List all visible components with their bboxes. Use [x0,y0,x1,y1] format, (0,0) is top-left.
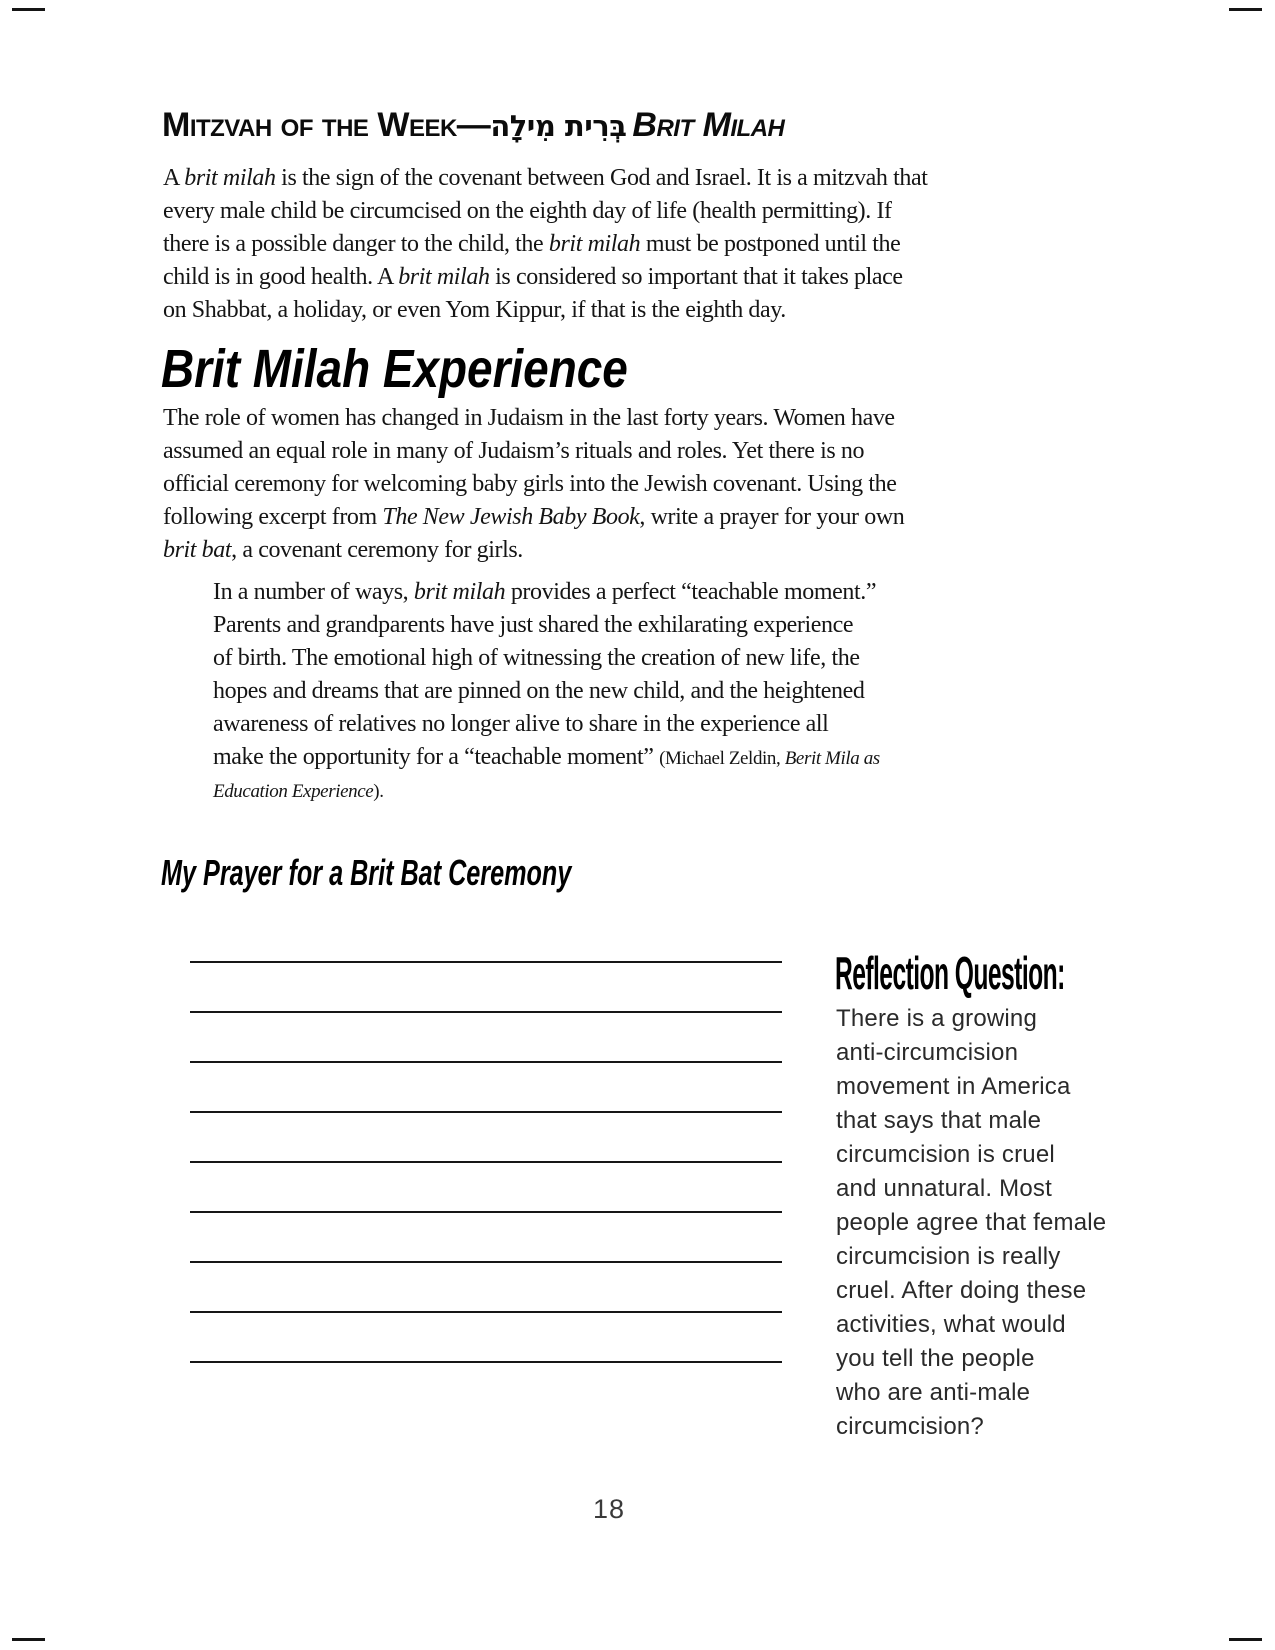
text-line: on Shabbat, a holiday, or even Yom Kippur, if that is the eighth day. [163,297,786,323]
text-line: activities, what would [836,1311,1066,1338]
writing-line [190,1163,782,1213]
text-line: who are anti-male [836,1379,1031,1406]
text-line: child is in good health. A brit milah is considered so important that it takes place [163,264,903,290]
crop-mark-bottom-left [12,1638,45,1641]
crop-mark-top-left [12,8,45,11]
page-number: 18 [592,1494,626,1524]
text-line: official ceremony for welcoming baby girls into the Jewish covenant. Using the [163,471,897,497]
text-line: brit bat, a covenant ceremony for girls. [163,537,523,563]
mitzvah-of-the-week-title [162,106,784,145]
reflection-question-heading: Reflection Question: [835,948,1065,1000]
writing-line [190,1213,782,1263]
brit-milah-experience-heading: Brit Milah Experience [161,339,628,399]
excerpt-quote-block [213,576,993,807]
writing-line [190,1113,782,1163]
text-line: circumcision? [836,1413,984,1440]
text-line: In a number of ways, brit milah provides a perfect “teachable moment.” [213,579,877,605]
prayer-writing-lines [190,913,782,1363]
experience-paragraph [163,402,1048,567]
text-line: make the opportunity for a “teachable moment” (Michael Zeldin, Berit Mila as [213,744,880,770]
writing-line [190,1063,782,1113]
text-line: anti-circumcision [836,1039,1019,1066]
crop-mark-bottom-right [1229,1638,1262,1641]
text-line: there is a possible danger to the child, the brit milah must be postponed until the [163,231,901,257]
text-line: circumcision is cruel [836,1141,1055,1168]
text-line: circumcision is really [836,1243,1061,1270]
crop-mark-top-right [1229,8,1262,11]
writing-line [190,1013,782,1063]
text-line: of birth. The emotional high of witnessing the creation of new life, the [213,645,860,671]
intro-paragraph [163,162,1048,327]
text-line: Education Experience). [213,781,384,802]
text-line: awareness of relatives no longer alive to share in the experience all [213,711,829,737]
title-transliteration: Brit Milah [632,106,785,144]
my-prayer-heading: My Prayer for a Brit Bat Ceremony [161,852,572,893]
text-line: you tell the people [836,1345,1035,1372]
text-line: The role of women has changed in Judaism in the last forty years. Women have [163,405,895,431]
writing-line [190,1263,782,1313]
text-line: following excerpt from The New Jewish Baby Book, write a prayer for your own [163,504,905,530]
text-line: people agree that female [836,1209,1107,1236]
title-hebrew: בְּרִית מִילָה [490,109,627,143]
writing-line [190,913,782,963]
writing-line [190,1313,782,1363]
text-line: cruel. After doing these [836,1277,1087,1304]
writing-line [190,963,782,1013]
text-line: There is a growing [836,1005,1038,1032]
text-line: Parents and grandparents have just shared the exhilarating experience [213,612,854,638]
reflection-question-text [836,1002,1136,1444]
text-line: and unnatural. Most [836,1175,1052,1202]
text-line: movement in America [836,1073,1071,1100]
text-line: hopes and dreams that are pinned on the new child, and the heightened [213,678,865,704]
text-line: assumed an equal role in many of Judaism’s rituals and roles. Yet there is no [163,438,865,464]
text-line: every male child be circumcised on the eighth day of life (health permitting). If [163,198,892,224]
title-english: Mitzvah of the Week— [162,106,491,144]
text-line: that says that male [836,1107,1042,1134]
text-line: A brit milah is the sign of the covenant between God and Israel. It is a mitzvah that [163,165,928,191]
